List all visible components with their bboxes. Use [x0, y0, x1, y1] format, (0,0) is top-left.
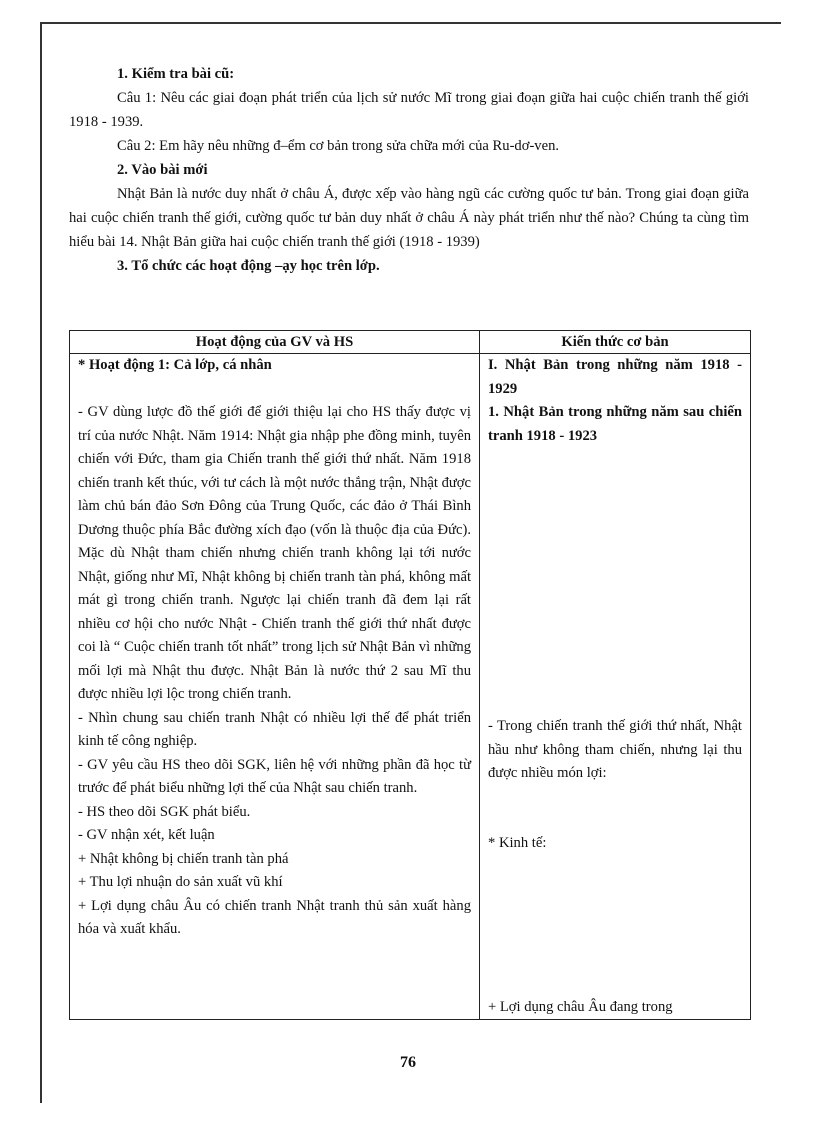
activity-title: * Hoạt động 1: Cả lớp, cá nhân	[78, 357, 272, 373]
question-2: Câu 2: Em hãy nêu những đ–ểm cơ bản trong sửa chữa mới của Ru-dơ-ven.	[117, 138, 560, 154]
heading-old-lesson-check: 1. Kiểm tra bài cũ:	[117, 66, 235, 82]
table-header-row	[70, 331, 751, 354]
activity-paragraph-5: - GV nhận xét, kết luận	[78, 827, 215, 843]
col-header-activities: Hoạt động của GV và HS	[70, 331, 480, 354]
knowledge-cell	[480, 354, 751, 1020]
page-number: 76	[400, 1054, 416, 1071]
activity-paragraph-1: - GV dùng lược đồ thế giới để giới thiệu lại cho HS thấy được vị trí của nước Nhật. Năm 1914: Nhật gia nhập phe đồng minh, tuyên chiến với Đức, tham gia Chiến tranh thế giới thứ nhất. Năm 1918 chiến tranh kết thúc, với tư cách là một nước thắng trận, Nhật được làm chủ bán đảo Sơn Đông của Trung Quốc, các đảo ở Thái Bình Dương thuộc phía Bắc đường xích đạo (vốn là thuộc địa của Đức). Mặc dù Nhật tham chiến nhưng chiến tranh không lại tới nước Nhật, giống như Mĩ, Nhật không bị chiến tranh tàn phá, không mất mát gì trong chiến tranh. Ngược lại chiến tranh đã đem lại rất nhiều cơ hội cho nước Nhật - Chiến tranh thế giới thứ nhất được coi là “ Cuộc chiến tranh tốt nhất” trong lịch sử Nhật Bản vì những mối lợi mà Nhật thu được. Nhật Bản là nước thứ 2 sau Mĩ thu được nhiều lợi lộc trong chiến tranh.	[78, 404, 471, 702]
knowledge-heading-1: I. Nhật Bản trong những năm 1918 - 1929	[488, 357, 742, 397]
activity-paragraph-8: + Lợi dụng châu Âu có chiến tranh Nhật tranh thủ sản xuất hàng hóa và xuất khẩu.	[78, 897, 471, 937]
activity-paragraph-4: - HS theo dõi SGK phát biểu.	[78, 803, 251, 820]
activities-cell	[70, 354, 480, 1020]
knowledge-heading-2: 1. Nhật Bản trong những năm sau chiến tranh 1918 - 1923	[488, 404, 742, 444]
question-1: Câu 1: Nêu các giai đoạn phát triển của lịch sử nước Mĩ trong giai đoạn giữa hai cuộc chiến tranh thế giới 1918 - 1939.	[69, 90, 749, 130]
activity-paragraph-2: - Nhìn chung sau chiến tranh Nhật có nhiều lợi thế để phát triển kinh tế công nghiệp.	[78, 709, 471, 749]
knowledge-paragraph-3: + Lợi dụng châu Âu đang trong	[488, 999, 673, 1015]
knowledge-paragraph-1: - Trong chiến tranh thế giới thứ nhất, Nhật hầu như không tham chiến, nhưng lại thu được nhiều món lợi:	[488, 718, 742, 781]
knowledge-paragraph-2: * Kinh tế:	[488, 835, 547, 851]
activity-paragraph-3: - GV yêu cầu HS theo dõi SGK, liên hệ với những phần đã học từ trước để phát biểu những lợi thế của Nhật sau chiến tranh.	[78, 756, 471, 796]
col-header-knowledge: Kiến thức cơ bản	[480, 331, 751, 354]
table-body-row	[70, 354, 751, 1020]
intro-section	[69, 62, 749, 278]
activity-paragraph-7: + Thu lợi nhuận do sản xuất vũ khí	[78, 874, 283, 890]
heading-new-lesson: 2. Vào bài mới	[117, 162, 208, 178]
new-lesson-paragraph: Nhật Bản là nước duy nhất ở châu Á, được xếp vào hàng ngũ các cường quốc tư bản. Trong giai đoạn giữa hai cuộc chiến tranh thế giới, cường quốc tư bản duy nhất ở châu Á này phát triển như thế nào? Chúng ta cùng tìm hiểu bài 14. Nhật Bản giữa hai cuộc chiến tranh thế giới (1918 - 1939)	[69, 186, 749, 250]
activity-paragraph-6: + Nhật không bị chiến tranh tàn phá	[78, 850, 289, 867]
heading-activities: 3. Tổ chức các hoạt động –ạy học trên lớp.	[117, 258, 380, 274]
lesson-table	[69, 330, 751, 1020]
